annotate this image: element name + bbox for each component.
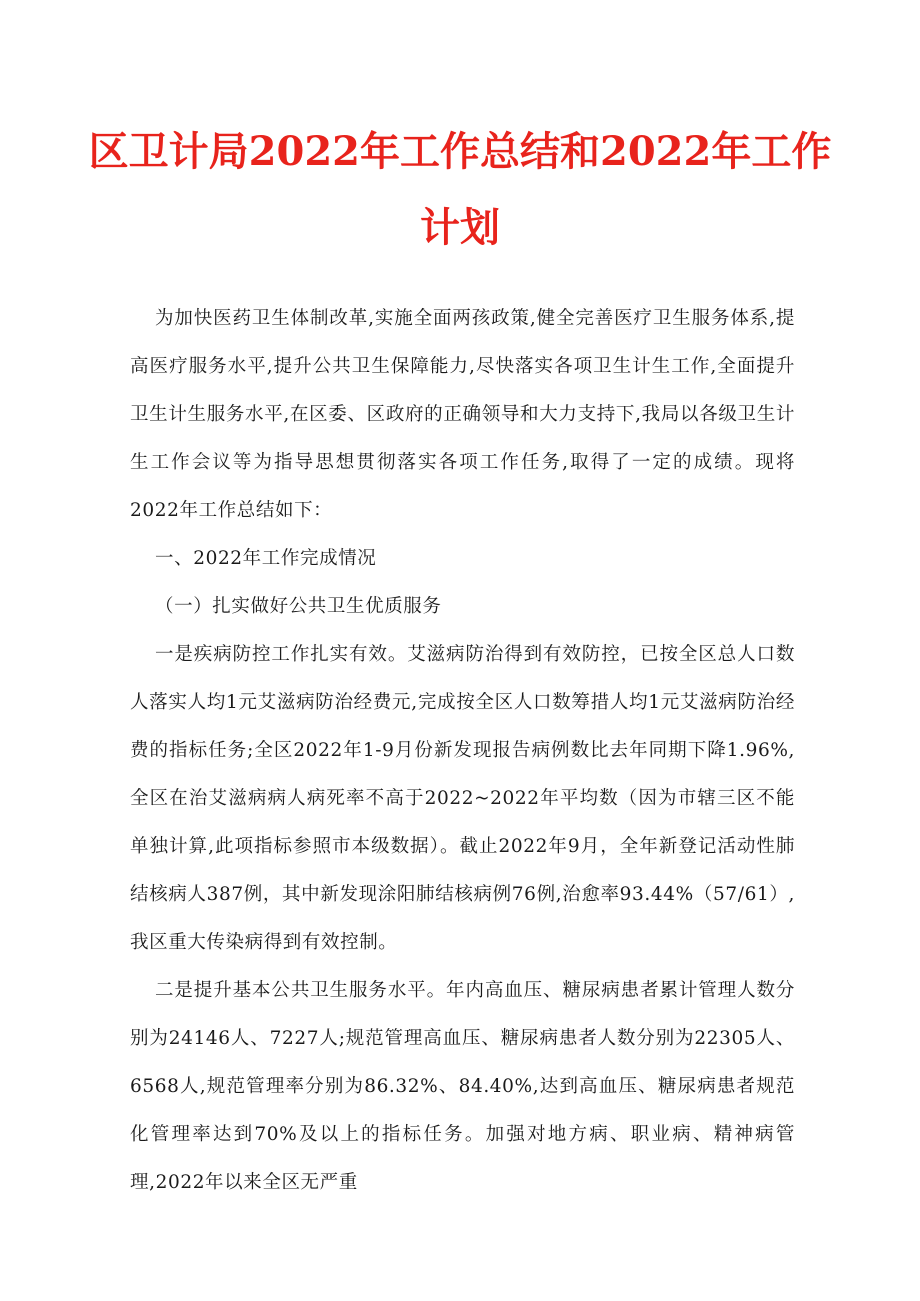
document-body — [130, 295, 795, 1207]
subsection-heading-1: （一）扎实做好公共卫生优质服务 — [155, 596, 442, 617]
paragraph-disease-control: 一是疾病防控工作扎实有效。艾滋病防治得到有效防控，已按全区总人口数人落实人均1元艾滋病防治经费元,完成按全区人口数筹措人均1元艾滋病防治经费的指标任务;全区2022年1-9月份新发现报告病例数比去年同期下降1.96%,全区在治艾滋病病人病死率不高于2022~2022年平均数（因为市辖三区不能单独计算,此项指标参照市本级数据）。截止2022年9月，全年新登记活动性肺结核病人387例，其中新发现涂阳肺结核病例76例,治愈率93.44%（57/61）,我区重大传染病得到有效控制。 — [130, 644, 795, 953]
paragraph-intro: 为加快医药卫生体制改革,实施全面两孩政策,健全完善医疗卫生服务体系,提高医疗服务水平,提升公共卫生保障能力,尽快落实各项卫生计生工作,全面提升卫生计生服务水平,在区委、区政府的正确领导和大力支持下,我局以各级卫生计生工作会议等为指导思想贯彻落实各项工作任务,取得了一定的成绩。现将2022年工作总结如下： — [130, 308, 795, 521]
document-title-line-2: 计划 — [420, 204, 500, 251]
section-heading-1: 一、2022年工作完成情况 — [155, 548, 377, 569]
document-title-line-1: 区卫计局2022年工作总结和2022年工作 — [88, 128, 832, 175]
paragraph-public-health-services: 二是提升基本公共卫生服务水平。年内高血压、糖尿病患者累计管理人数分别为24146人、7227人;规范管理高血压、糖尿病患者人数分别为22305人、6568人,规范管理率分别为86.32%、84.40%,达到高血压、糖尿病患者规范化管理率达到70%及以上的指标任务。加强对地方病、职业病、精神病管理,2022年以来全区无严重 — [130, 980, 795, 1193]
